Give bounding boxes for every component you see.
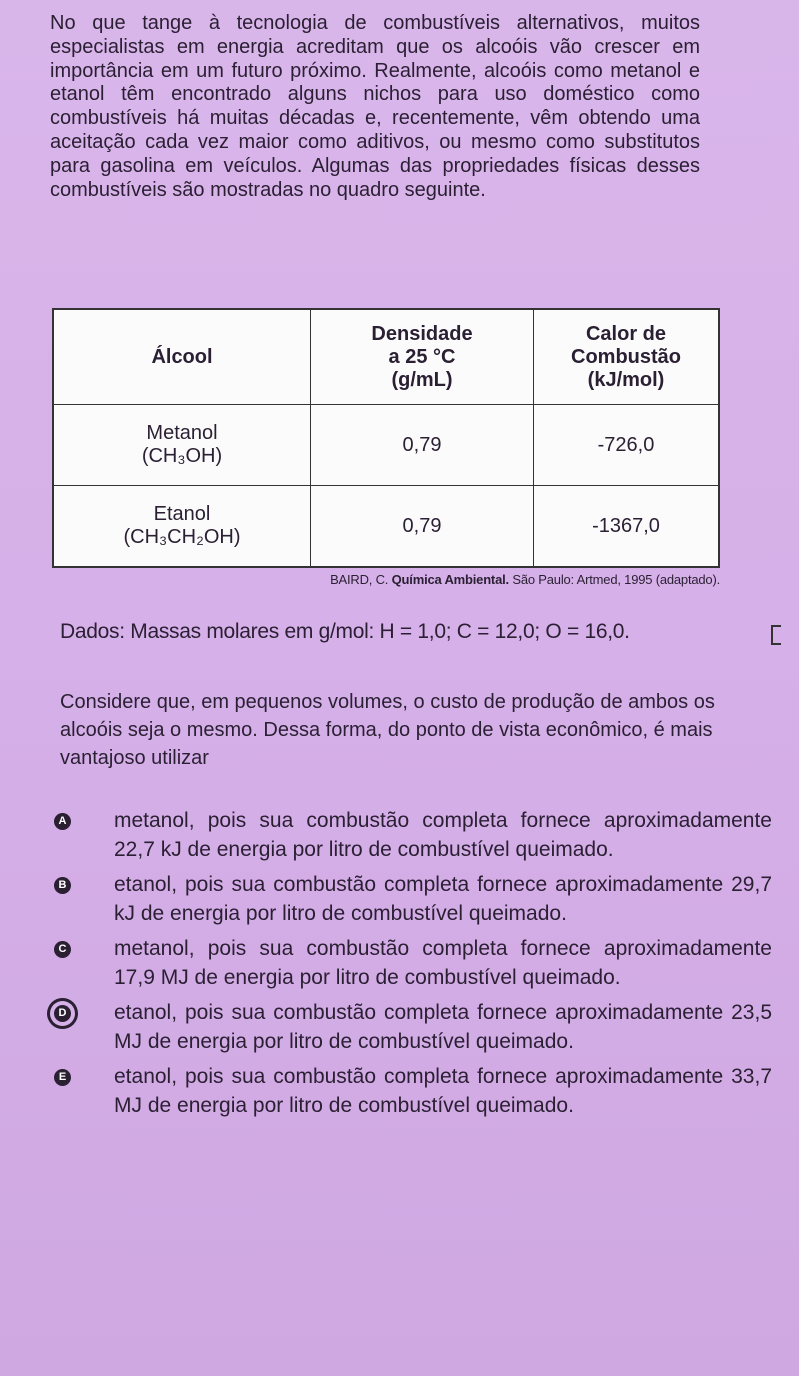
option-letter-badge: C (54, 941, 71, 958)
table-header-row (53, 309, 719, 405)
answer-options (52, 806, 772, 1126)
edge-bracket (771, 625, 781, 645)
properties-table-container (52, 308, 720, 587)
cell-alcohol: Etanol (CH₃CH₂OH) (53, 486, 311, 568)
table-row (53, 486, 719, 568)
option-text: metanol, pois sua combustão completa fornece aproximadamente 17,9 MJ de energia por litro de combustível queimado. (114, 937, 772, 989)
molar-mass-data: Dados: Massas molares em g/mol: H = 1,0; C = 12,0; O = 16,0. (60, 620, 630, 643)
option-b[interactable] (52, 870, 772, 928)
cell-density: 0,79 (311, 405, 534, 486)
option-text: etanol, pois sua combustão completa fornece aproximadamente 23,5 MJ de energia por litro de combustível queimado. (114, 1001, 772, 1053)
option-a[interactable] (52, 806, 772, 864)
intro-paragraph: No que tange à tecnologia de combustíveis alternativos, muitos especialistas em energia acreditam que os alcoóis vão crescer em importância em um futuro próximo. Realmente, alcoóis como metanol e etanol têm encontrado alguns nichos para uso doméstico como combustíveis há muitas décadas e, recentemente, vêm obtendo uma aceitação cada vez maior como aditivos, ou mesmo como substitutos para gasolina em veículos. Algumas das propriedades físicas desses combustíveis são mostradas no quadro seguinte. (50, 12, 700, 201)
cell-heat: -726,0 (534, 405, 720, 486)
option-letter-badge: E (54, 1069, 71, 1086)
header-alcool: Álcool (53, 309, 311, 405)
cell-density: 0,79 (311, 486, 534, 568)
option-letter-badge: B (54, 877, 71, 894)
table-source: BAIRD, C. Química Ambiental. São Paulo: Artmed, 1995 (adaptado). (330, 572, 720, 587)
option-text: metanol, pois sua combustão completa fornece aproximadamente 22,7 kJ de energia por litro de combustível queimado. (114, 809, 772, 861)
header-calor: Calor de Combustão (kJ/mol) (534, 309, 720, 405)
header-densidade: Densidade a 25 °C (g/mL) (311, 309, 534, 405)
question-stem: Considere que, em pequenos volumes, o custo de produção de ambos os alcoóis seja o mesmo. Dessa forma, do ponto de vista econômico, é mais vantajoso utilizar (60, 691, 715, 769)
option-text: etanol, pois sua combustão completa fornece aproximadamente 33,7 MJ de energia por litro de combustível queimado. (114, 1065, 772, 1117)
properties-table (52, 308, 720, 568)
cell-heat: -1367,0 (534, 486, 720, 568)
option-d[interactable] (52, 998, 772, 1056)
table-row (53, 405, 719, 486)
option-c[interactable] (52, 934, 772, 992)
cell-alcohol: Metanol (CH₃OH) (53, 405, 311, 486)
option-letter-badge: A (54, 813, 71, 830)
option-text: etanol, pois sua combustão completa fornece aproximadamente 29,7 kJ de energia por litro de combustível queimado. (114, 873, 772, 925)
option-e[interactable] (52, 1062, 772, 1120)
option-letter-badge: D (54, 1005, 71, 1022)
